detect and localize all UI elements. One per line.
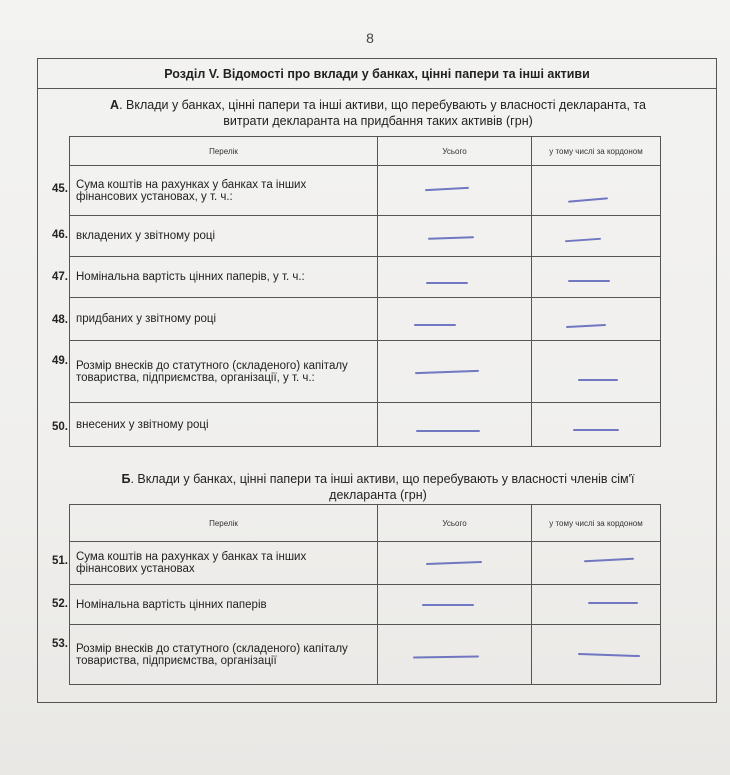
table-row [70, 216, 661, 257]
part-a-heading [98, 97, 658, 129]
table-row [70, 166, 661, 216]
abroad-cell [532, 298, 661, 341]
row-label: Розмір внесків до статутного (складеного) капіталу товариства, підприємства, організації [70, 625, 378, 685]
row-number: 47. [52, 271, 68, 283]
ink-dash [426, 282, 468, 284]
row-number: 52. [52, 598, 68, 610]
table-row [70, 625, 661, 685]
abroad-cell [532, 403, 661, 447]
part-a-heading-text: . Вклади у банках, цінні папери та інші активи, що перебувають у власності декларанта, та витрати декларанта на придбання таких активів (грн) [119, 98, 646, 128]
row-label: Номінальна вартість цінних паперів [70, 585, 378, 625]
total-cell [378, 166, 532, 216]
abroad-cell [532, 585, 661, 625]
abroad-cell [532, 216, 661, 257]
part-b-table [69, 504, 661, 685]
row-number: 53. [52, 638, 68, 650]
column-header-total: Усього [378, 137, 532, 166]
ink-dash [422, 604, 474, 606]
page-number: 8 [366, 30, 374, 46]
total-cell [378, 257, 532, 298]
part-b-header-row [70, 505, 661, 542]
part-b-heading-text: . Вклади у банках, цінні папери та інші активи, що перебувають у власності членів сім'ї декларанта (грн) [130, 472, 635, 502]
column-header-total: Усього [378, 505, 532, 542]
part-b-letter: Б [121, 472, 131, 486]
ink-dash [414, 324, 456, 326]
row-number: 50. [52, 421, 68, 433]
part-a-header-row [70, 137, 661, 166]
table-row [70, 298, 661, 341]
part-b-heading [98, 471, 658, 503]
column-header-abroad: у тому числі за кордоном [532, 505, 661, 542]
ink-dash [578, 379, 618, 381]
ink-dash [573, 429, 619, 431]
row-number: 49. [52, 355, 68, 367]
table-row [70, 403, 661, 447]
abroad-cell [532, 542, 661, 585]
row-label: Номінальна вартість цінних паперів, у т. ч.: [70, 257, 378, 298]
row-number: 45. [52, 183, 68, 195]
total-cell [378, 298, 532, 341]
part-a-table [69, 136, 661, 447]
row-label: внесених у звітному році [70, 403, 378, 447]
abroad-cell [532, 257, 661, 298]
row-label: вкладених у звітному році [70, 216, 378, 257]
ink-dash [568, 280, 610, 282]
table-row [70, 257, 661, 298]
abroad-cell [532, 166, 661, 216]
total-cell [378, 403, 532, 447]
ink-dash [588, 602, 638, 604]
table-row [70, 542, 661, 585]
table-row [70, 341, 661, 403]
table-row [70, 585, 661, 625]
section-frame [37, 58, 717, 703]
section-title: Розділ V. Відомості про вклади у банках, цінні папери та інші активи [38, 59, 716, 89]
total-cell [378, 625, 532, 685]
abroad-cell [532, 341, 661, 403]
row-number: 51. [52, 555, 68, 567]
column-header-abroad: у тому числі за кордоном [532, 137, 661, 166]
row-label: Сума коштів на рахунках у банках та інших фінансових установах, у т. ч.: [70, 166, 378, 216]
column-header-list: Перелік [70, 505, 378, 542]
ink-dash [416, 430, 480, 432]
row-label: Сума коштів на рахунках у банках та інших фінансових установах [70, 542, 378, 585]
column-header-list: Перелік [70, 137, 378, 166]
row-number: 48. [52, 314, 68, 326]
part-a-letter: А [110, 98, 120, 112]
row-label: Розмір внесків до статутного (складеного) капіталу товариства, підприємства, організації, у т. ч.: [70, 341, 378, 403]
row-number: 46. [52, 229, 68, 241]
row-label: придбаних у звітному році [70, 298, 378, 341]
